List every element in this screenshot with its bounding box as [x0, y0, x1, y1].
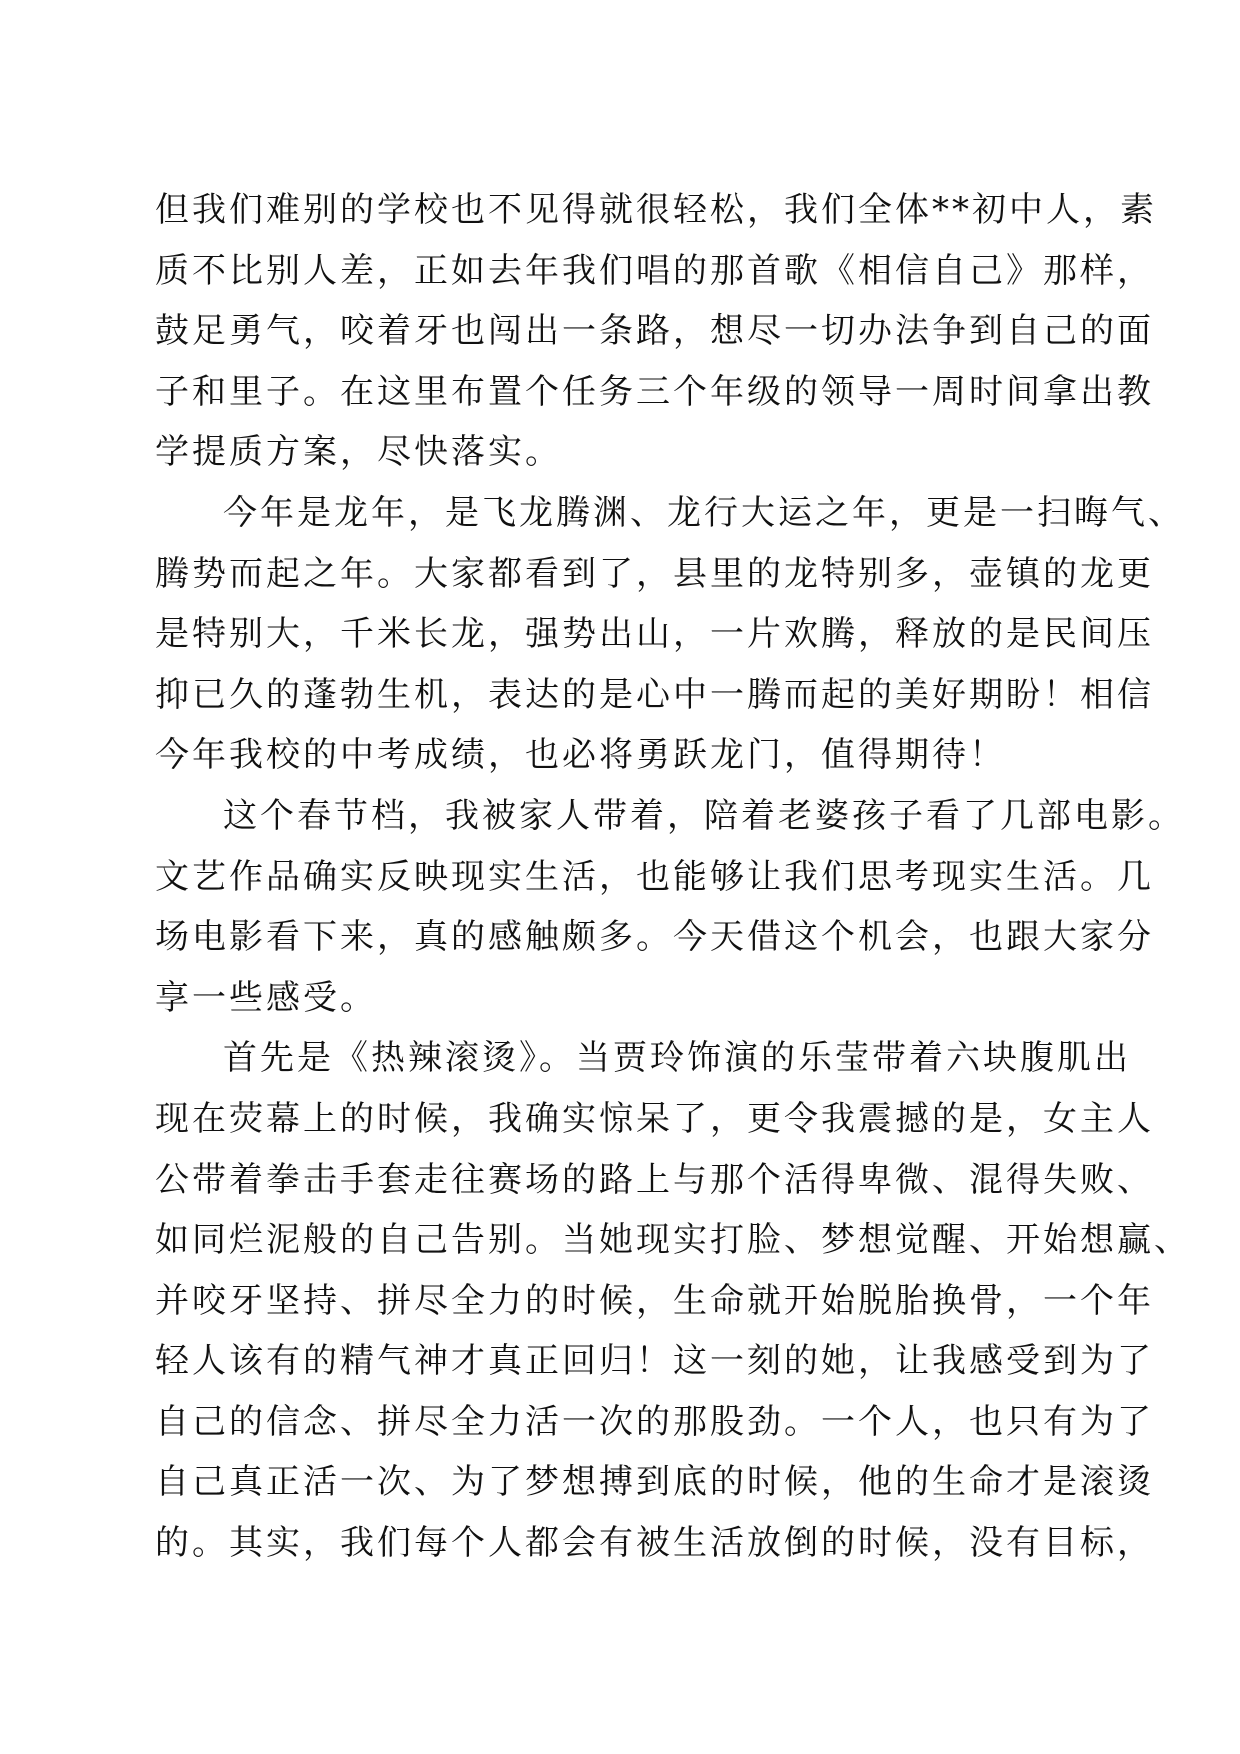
text-line: 子和里子。在这里布置个任务三个年级的领导一周时间拿出教: [155, 371, 1154, 412]
body-text: [155, 180, 1191, 1574]
text-line: 抑已久的蓬勃生机，表达的是心中一腾而起的美好期盼！相信: [155, 674, 1154, 715]
text-line: 享一些感受。: [155, 977, 377, 1018]
text-line: 的。其实，我们每个人都会有被生活放倒的时候，没有目标，: [155, 1523, 1154, 1564]
text-line: 今年是龙年，是飞龙腾渊、龙行大运之年，更是一扫晦气、: [223, 492, 1185, 533]
text-line: 首先是《热辣滚烫》。当贾玲饰演的乐莹带着六块腹肌出: [223, 1038, 1131, 1079]
text-line: 公带着拳击手套走往赛场的路上与那个活得卑微、混得失败、: [155, 1159, 1154, 1200]
text-line: 学提质方案，尽快落实。: [155, 432, 562, 473]
text-line: 现在荧幕上的时候，我确实惊呆了，更令我震撼的是，女主人: [155, 1098, 1154, 1139]
text-line: 这个春节档，我被家人带着，陪着老婆孩子看了几部电影。: [223, 795, 1185, 836]
text-line: 文艺作品确实反映现实生活，也能够让我们思考现实生活。几: [155, 856, 1154, 897]
text-line: 自己真正活一次、为了梦想搏到底的时候，他的生命才是滚烫: [155, 1462, 1154, 1503]
text-line: 是特别大，千米长龙，强势出山，一片欢腾，释放的是民间压: [155, 614, 1154, 655]
text-line: 但我们难别的学校也不见得就很轻松，我们全体**初中人，素: [155, 190, 1157, 230]
text-line: 自己的信念、拼尽全力活一次的那股劲。一个人，也只有为了: [155, 1401, 1154, 1442]
text-line: 鼓足勇气，咬着牙也闯出一条路，想尽一切办法争到自己的面: [155, 311, 1154, 352]
text-line: 轻人该有的精气神才真正回归！这一刻的她，让我感受到为了: [155, 1341, 1154, 1382]
text-line: 质不比别人差，正如去年我们唱的那首歌《相信自己》那样，: [155, 250, 1154, 291]
text-line: 如同烂泥般的自己告别。当她现实打脸、梦想觉醒、开始想赢、: [155, 1220, 1191, 1261]
text-line: 今年我校的中考成绩，也必将勇跃龙门，值得期待！: [155, 735, 1006, 776]
text-line: 腾势而起之年。大家都看到了，县里的龙特别多，壶镇的龙更: [155, 553, 1154, 594]
text-line: 场电影看下来，真的感触颇多。今天借这个机会，也跟大家分: [155, 917, 1154, 958]
text-line: 并咬牙坚持、拼尽全力的时候，生命就开始脱胎换骨，一个年: [155, 1280, 1154, 1321]
